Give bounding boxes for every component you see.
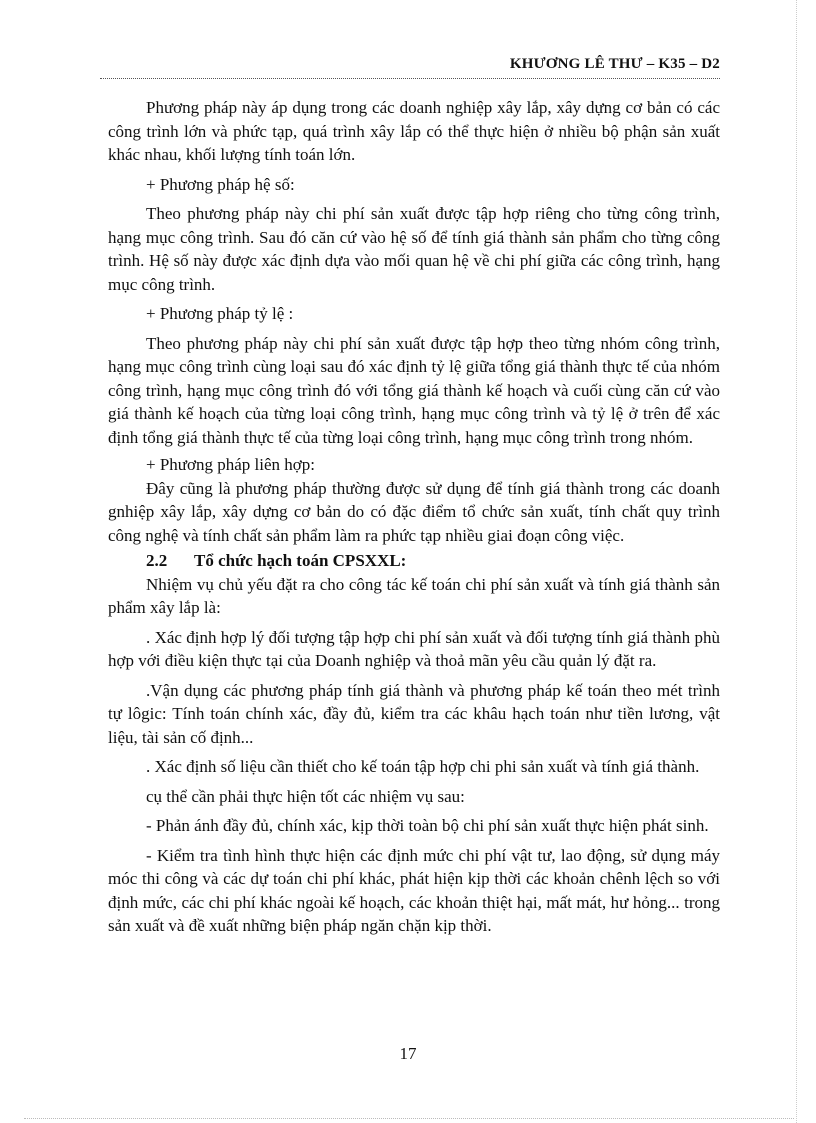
paragraph-intro: Phương pháp này áp dụng trong các doanh nghiệp xây lắp, xây dựng cơ bản có các công trình lớn và phức tạp, quá trình xây lắp có thể thực hiện ở nhiều bộ phận sản xuất khác nhau, khối lượng tính toán lớn. [108,98,720,164]
paragraph-ratio: Theo phương pháp này chi phí sản xuất được tập hợp theo từng nhóm công trình, hạng mục công trình cùng loại sau đó xác định tỷ lệ giữa tổng giá thành thực tế của nhóm công trình, hạng mục công trình đó với tổng giá thành kế hoạch và cuối cùng căn cứ vào giá thành kế hoạch của từng loại công trình, hạng mục công trình và tỷ lệ ở trên để xác định tổng giá thành thực tế của từng loại công trình, hạng mục công trình trong nhóm. [108,333,720,447]
method-heading-ratio: + Phương pháp tỷ lệ : [146,304,294,323]
section-number: 2.2 [146,551,168,570]
page-edge-line [796,0,797,1123]
section-heading [108,549,720,573]
paragraph-coefficient: Theo phương pháp này chi phí sản xuất được tập hợp riêng cho từng công trình, hạng mục công trình. Sau đó căn cứ vào hệ số để tính giá thành sản phẩm cho từng công trình. Hệ số này được xác định dựa vào mối quan hệ về chi phí giữa các công trình, hạng mục công trình. [108,204,720,294]
paragraph-combined: Đây cũng là phương pháp thường được sử dụng để tính giá thành trong các doanh gnhiệp xây lắp, xây dựng cơ bản do có đặc điểm tổ chức sản xuất, tính chất quy trình công nghệ và tính chất sản phẩm làm ra phức tạp nhiều giai đoạn công việc. [108,478,720,545]
list-item: - Phản ánh đầy đủ, chính xác, kịp thời toàn bộ chi phí sản xuất thực hiện phát sinh. [146,816,709,835]
paragraph-tasks-intro: Nhiệm vụ chủ yếu đặt ra cho công tác kế toán chi phí sản xuất và tính giá thành sản phẩm xây lắp là: [108,574,720,617]
page-number: 17 [399,1044,417,1063]
list-item: . Xác định số liệu cần thiết cho kế toán tập hợp chi phi sản xuất và tính giá thành. [146,757,700,776]
section-title: Tổ chức hạch toán CPSXXL: [194,551,407,570]
method-heading-coefficient: + Phương pháp hệ số: [146,174,295,194]
running-header [100,56,720,79]
list-item: - Kiểm tra tình hình thực hiện các định mức chi phí vật tư, lao động, sử dụng máy móc thi công và các dự toán chi phí khác, phát hiện kịp thời các khoản chênh lệch so với định mức, các chi phí khác ngoài kế hoạch, các khoản thiệt hại, mất mát, hư hỏng... trong sản xuất và đề xuất những biện pháp ngăn chặn kịp thời. [108,845,720,935]
footer-line [24,1118,794,1119]
list-item: .Vận dụng các phương pháp tính giá thành và phương pháp kế toán theo mét trình tự lôgic: Tính toán chính xác, đầy đủ, kiểm tra các khâu hạch toán như tiền lương, vật liệu, tài sản cố định... [108,680,720,747]
paragraph-specific: cụ thể cần phải thực hiện tốt các nhiệm vụ sau: [146,786,465,806]
list-item: . Xác định hợp lý đối tượng tập hợp chi phí sản xuất và đối tượng tính giá thành phù hợp với điều kiện thực tại của Doanh nghiệp và thoả mãn yêu cầu quản lý đặt ra. [108,627,720,670]
header-text: KHƯƠNG LÊ THƯ – K35 – D2 [509,56,720,72]
document-body [108,96,720,938]
method-heading-combined: + Phương pháp liên hợp: [146,455,315,474]
